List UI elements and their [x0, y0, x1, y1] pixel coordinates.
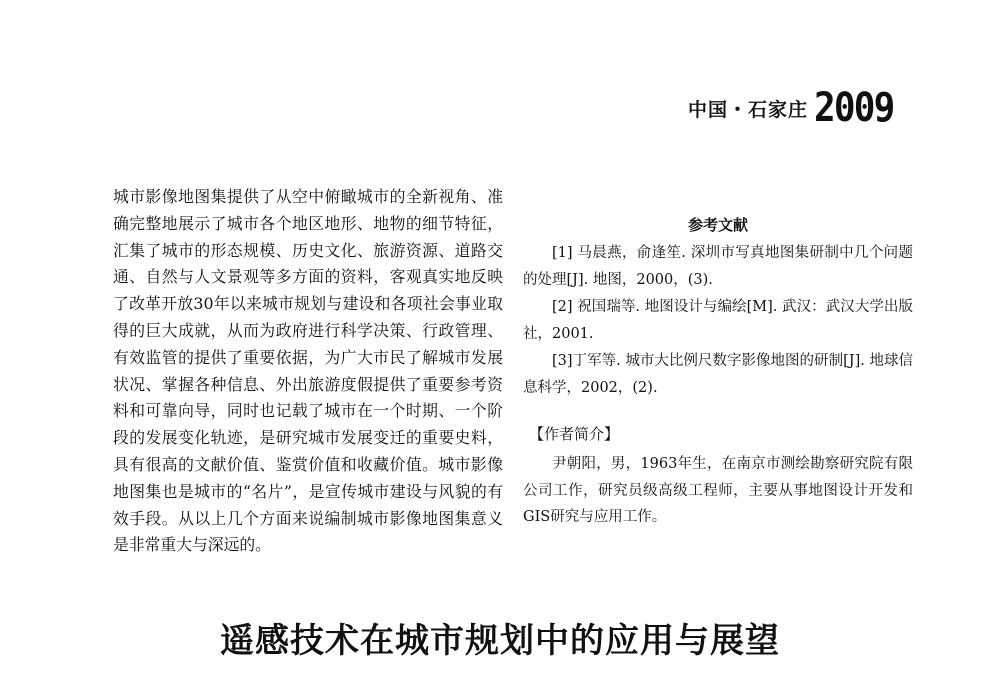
- header-year: 2009: [814, 85, 894, 131]
- references-heading: 参考文献: [687, 216, 748, 234]
- header-location: 中国・石家庄: [688, 99, 809, 121]
- references-column: [523, 212, 913, 531]
- main-paragraph: 城市影像地图集提供了从空中俯瞰城市的全新视角、准确完整地展示了城市各个地区地形、地物的细节特征，汇集了城市的形态规模、历史文化、旅游资源、道路交通、自然与人文景观等多方面的资料，客观真实地反映了改革开放30年以来城市规划与建设和各项社会事业取得的巨大成就，从而为政府进行科学决策、行政管理、有效监管的提供了重要依据，为广大市民了解城市发展状况、掌握各种信息、外出旅游度假提供了重要参考资料和可靠向导，同时也记载了城市在一个时期、一个阶段的发展变化轨迹，是研究城市发展变迁的重要史料，具有很高的文献价值、鉴赏价值和收藏价值。城市影像地图集也是城市的“名片”，是宣传城市建设与风貌的有效手段。从以上几个方面来说编制城市影像地图集意义是非常重大与深远的。: [113, 187, 503, 555]
- reference-item-3: [3]丁军等. 城市大比例尺数字影像地图的研制[J]. 地球信息科学，2002，(2).: [523, 353, 913, 396]
- reference-item-1: [1] 马晨燕，俞逢笙. 深圳市写真地图集研制中几个问题的处理[J]. 地图，2000，(3).: [523, 245, 913, 288]
- article-title: 遥感技术在城市规划中的应用与展望: [220, 621, 780, 661]
- reference-item-2: [2] 祝国瑞等. 地图设计与编绘[M]. 武汉：武汉大学出版社，2001.: [523, 299, 913, 342]
- author-heading: 【作者简介】: [529, 425, 620, 443]
- author-bio: 尹朝阳，男，1963年生，在南京市测绘勘察研究院有限公司工作，研究员级高级工程师，主要从事地图设计开发和GIS研究与应用工作。: [523, 456, 913, 525]
- page-header: [688, 85, 902, 131]
